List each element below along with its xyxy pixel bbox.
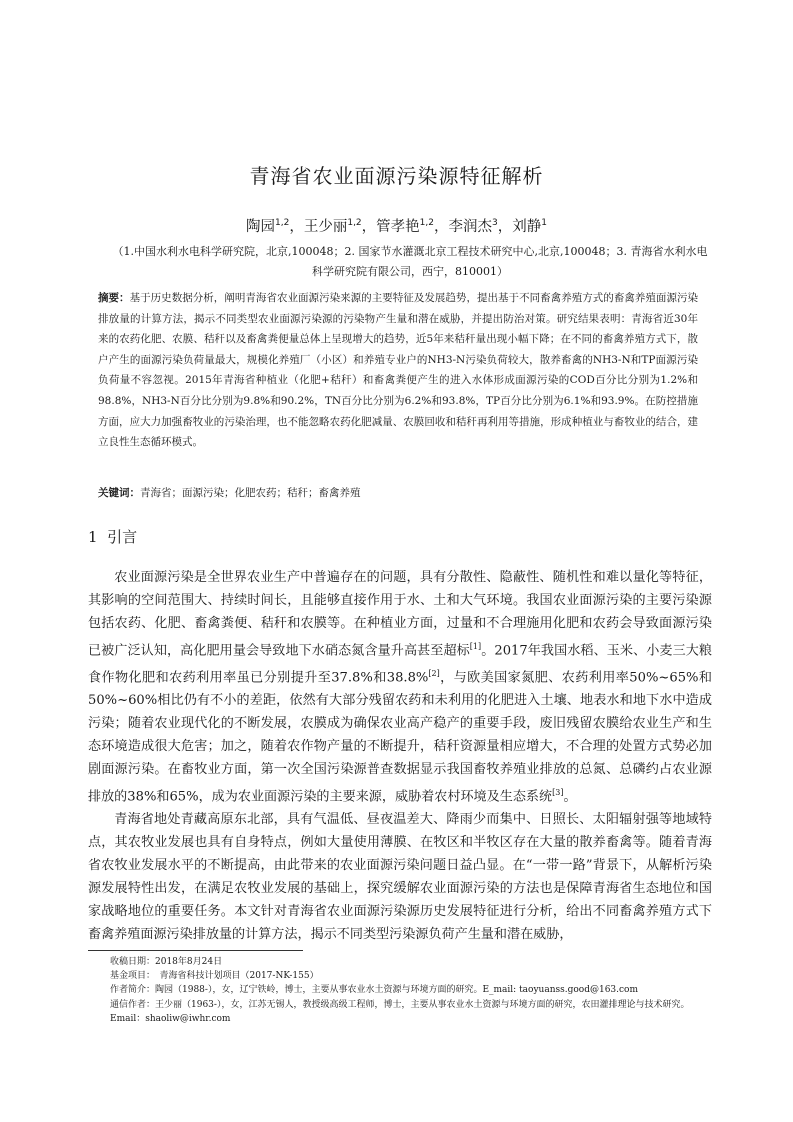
- paragraph-text: ，与欧美国家氮肥、农药利用率50%~65%和50%~60%相比仍有不小的差距，依然有大部分残留农药和未利用的化肥进入土壤、地表水和地下水中造成污染；随着农业现代化的不断发展，农膜成为确保农业高产稳产的重要手段，废旧残留农膜给农业生产和生态环境造成很大危害；加之，随着农作物产量的不断提升，秸秆资源量相应增大，不合理的处置方式势必加剧面源污染。在畜牧业方面，第一次全国污染源普查数据显示我国畜牧养殖业排放的总氮、总磷约占农业源排放的38%和65%，成为农业面源污染的主要来源，威胁着农村环境及生态系统: [88, 670, 712, 805]
- affiliations: （1.中国水利水电科学研究院，北京,100048；2. 国家节水灌溉北京工程技术研究中心,北京,100048；3. 青海省水利水电科学研究院有限公司，西宁，810001）: [112, 245, 708, 278]
- author-affiliation-mark: 1: [541, 218, 547, 229]
- abstract-label: 摘要：: [98, 292, 130, 304]
- citation: [2]: [428, 668, 440, 678]
- author-separator: ，: [497, 219, 513, 235]
- author-affiliation-mark: 1,2: [419, 218, 434, 229]
- author-name: 李润杰: [448, 219, 492, 235]
- paper-title: 青海省农业面源污染源特征解析: [249, 164, 544, 188]
- footnote-author-intro: 作者简介：陶园（1988-），女，辽宁铁岭，博士，主要从事农业水土资源与环境方面的研究。E_mail: taoyuanss.good@163.com: [110, 985, 639, 996]
- author-affiliation-mark: 1,2: [275, 218, 290, 229]
- citation: [3]: [552, 787, 564, 797]
- author-separator: ，: [361, 219, 377, 235]
- section-heading: [88, 526, 137, 547]
- citation: [1]: [469, 641, 482, 651]
- paragraph-text: 。2017年我国水稻、玉米、小麦三大粮食作物化肥和农药利用率虽已分别提升至37.8%和38.8%: [88, 643, 712, 686]
- paragraph: 青海省地处青藏高原东北部，具有气温低、昼夜温差大、降雨少而集中、日照长、太阳辐射强等地域特点，其农牧业发展也具有自身特点，例如大量使用薄膜、在牧区和半牧区存在大量的散养畜禽等。随着青海省农牧业发展水平的不断提高，由此带来的农业面源污染问题日益凸显。在“一带一路”背景下，从解析污染源发展特性出发，在满足农牧业发展的基础上，探究缓解农业面源污染的方法也是保障青海省生态地位和国家战略地位的重要任务。本文针对青海省农业面源污染源历史发展特征进行分析，给出不同畜禽养殖方式下畜禽养殖面源污染排放量的计算方法，揭示不同类型污染源负荷产生量和潜在威胁，: [88, 812, 712, 942]
- paragraph: [88, 567, 712, 809]
- keywords-label: 关键词：: [98, 487, 140, 499]
- abstract: [98, 288, 698, 453]
- author-name: 陶园: [246, 219, 276, 235]
- author-separator: ，: [434, 219, 449, 235]
- footnotes: [110, 955, 710, 1026]
- author-separator: ，: [289, 219, 304, 235]
- author-affiliation-mark: 3: [492, 218, 498, 229]
- author-list: [0, 215, 793, 236]
- footnote-received: 收稿日期：2018年8月24日: [110, 957, 223, 967]
- footnote-divider: [88, 950, 303, 951]
- abstract-text: 基于历史数据分析，阐明青海省农业面源污染来源的主要特征及发展趋势，提出基于不同畜禽养殖方式的畜禽养殖面源污染排放量的计算方法，揭示不同类型农业面源污染源的污染物产生量和潜在威胁，并提出防治对策。研究结果表明：青海省近30年来的农药化肥、农膜、秸秆以及畜禽粪便量总体上呈现增大的趋势，近5年来秸秆量出现小幅下降；在不同的畜禽养殖方式下，散户产生的面源污染负荷量最大，规模化养殖厂（小区）和养殖专业户的NH3-N污染负荷较大，散养畜禽的NH3-N和TP面源污染负荷量不容忽视。2015年青海省种植业（化肥+秸秆）和畜禽粪便产生的进入水体形成面源污染的COD百分比分别为1.2%和98.8%，NH3-N百分比分别为9.8%和90.2%，TN百分比分别为6.2%和93.8%，TP百分比分别为6.1%和93.9%。在防控措施方面，应大力加强畜牧业的污染治理，也不能忽略农药化肥减量、农膜回收和秸秆再利用等措施，形成种植业与畜牧业的结合，建立良性生态循环模式。: [98, 292, 699, 449]
- footnote-fund: 基金项目： 青海省科技计划项目（2017-NK-155）: [110, 971, 319, 982]
- author-name: 刘静: [512, 219, 542, 235]
- author-name: 管孝艳: [376, 219, 420, 235]
- section-title: 引言: [107, 528, 138, 546]
- author-affiliation-mark: 1,2: [347, 218, 362, 229]
- keywords-text: 青海省；面源污染；化肥农药；秸秆；畜禽养殖: [140, 487, 361, 499]
- keywords: [98, 483, 698, 503]
- paragraph-text: 。: [563, 789, 577, 805]
- paragraph-text: 农业面源污染是全世界农业生产中普遍存在的问题，具有分散性、隐蔽性、随机性和难以量化等特征，其影响的空间范围大、持续时间长，且能够直接作用于水、土和大气环境。我国农业面源污染的主要污染源包括农药、化肥、畜禽粪便、秸秆和农膜等。在种植业方面，过量和不合理施用化肥和农药会导致面源污染已被广泛认知，高化肥用量会导致地下水硝态氮含量升高甚至超标: [88, 570, 712, 659]
- body-text: [88, 567, 712, 947]
- section-number: 1: [88, 528, 98, 546]
- footnote-corresponding: 通信作者：王少丽（1963-），女，江苏无锡人，教授级高级工程师，博士，主要从事农业水土资源与环境方面的研究，农田灌排理论与技术研究。Email：shaoliw@iwhr.com: [110, 999, 690, 1024]
- author-name: 王少丽: [303, 219, 348, 235]
